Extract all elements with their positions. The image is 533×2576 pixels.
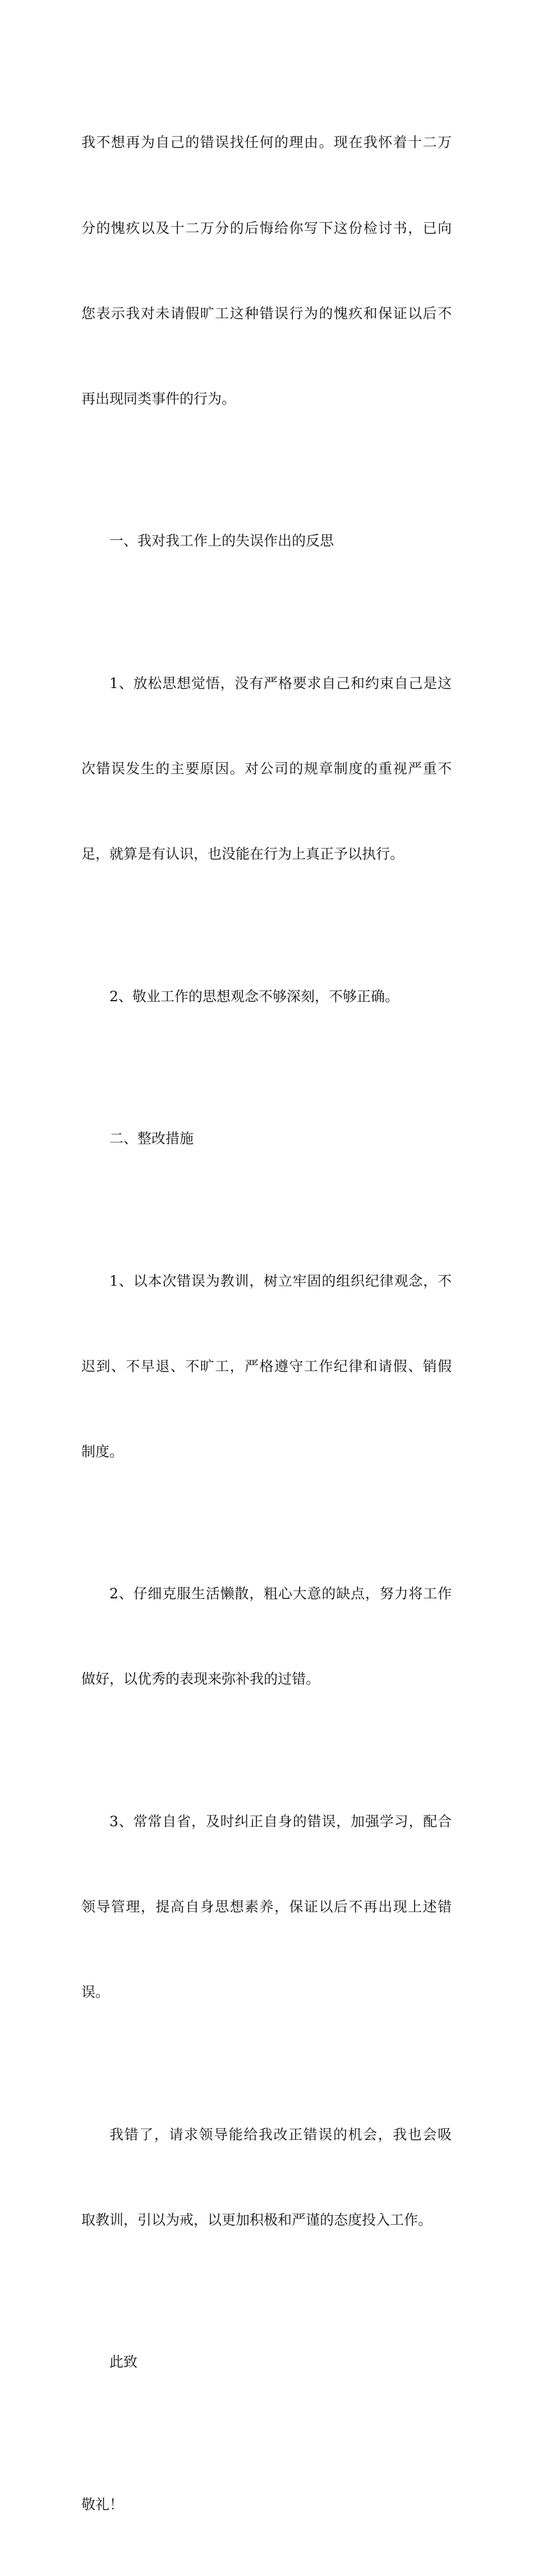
text-line: 取教训，引以为戒，以更加积极和严谨的态度投入工作。: [81, 2211, 433, 2228]
text-line: 再出现同类事件的行为。: [81, 390, 236, 407]
text-line: 我错了，请求领导能给我改正错误的机会，我也会吸: [109, 2126, 452, 2143]
text-line: 敬礼！: [81, 2496, 124, 2513]
text-line: 2、仔细克服生活懒散，粗心大意的缺点，努力将工作: [109, 1585, 452, 1602]
section-2-item-3: [81, 1750, 452, 2064]
section-1-item-1: [81, 612, 452, 925]
text-line: 领导管理，提高自身思想素养，保证以后不再出现上述错: [81, 1899, 452, 1915]
text-line: 制度。: [81, 1443, 124, 1460]
text-line: 一、我对我工作上的失误作出的反思: [109, 533, 334, 549]
salutation-jing-li: [81, 2433, 452, 2576]
salutation-ci-zhi: [81, 2291, 452, 2434]
text-line: 误。: [81, 1984, 110, 2001]
section-2-item-2: [81, 1523, 452, 1751]
section-2-heading: [81, 1068, 452, 1211]
text-line: 迟到、不早退、不旷工，严格遵守工作纪律和请假、销假: [81, 1358, 452, 1374]
text-line: 此致: [109, 2354, 138, 2371]
paragraph-intro: [81, 72, 452, 470]
text-line: 1、以本次错误为教训，树立牢固的组织纪律观念，不: [109, 1272, 452, 1289]
section-2-item-1: [81, 1210, 452, 1523]
text-line: 二、整改措施: [109, 1130, 194, 1147]
paragraph-closing: [81, 2064, 452, 2291]
text-line: 我不想再为自己的错误找任何的理由。现在我怀着十二万: [81, 134, 452, 151]
text-line: 足，就算是有认识，也没能在行为上真正予以执行。: [81, 845, 405, 862]
section-1-heading: [81, 470, 452, 613]
section-1-item-2: [81, 925, 452, 1068]
text-line: 分的愧疚以及十二万分的后悔给你写下这份检讨书，已向: [81, 219, 452, 236]
text-line: 3、常常自省，及时纠正自身的错误，加强学习，配合: [109, 1813, 452, 1830]
document-body: [81, 72, 452, 2576]
text-line: 次错误发生的主要原因。对公司的规章制度的重视严重不: [81, 760, 452, 777]
text-line: 做好，以优秀的表现来弥补我的过错。: [81, 1671, 320, 1688]
text-line: 您表示我对未请假旷工这种错误行为的愧疚和保证以后不: [81, 305, 452, 322]
text-line: 2、敬业工作的思想观念不够深刻，不够正确。: [109, 988, 399, 1005]
text-line: 1、放松思想觉悟，没有严格要求自己和约束自己是这: [109, 675, 452, 691]
